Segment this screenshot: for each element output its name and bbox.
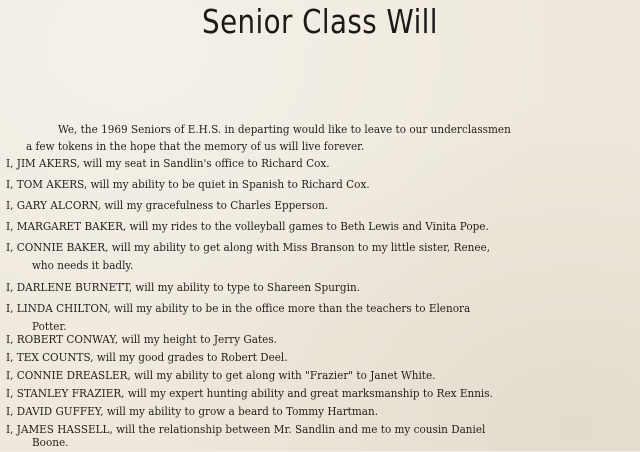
will-entry: I, JAMES HASSELL, will the relationship between Mr. Sandlin and me to my cousin Daniel	[6, 422, 486, 436]
will-entry-continuation: Potter.	[32, 319, 67, 333]
will-entry: I, LINDA CHILTON, will my ability to be in the office more than the teachers to Elenora	[6, 301, 471, 315]
will-entry: I, GARY ALCORN, will my gracefulness to Charles Epperson.	[6, 198, 329, 212]
will-entry: I, CONNIE DREASLER, will my ability to get along with "Frazier" to Janet White.	[6, 368, 436, 382]
will-entry: I, ROBERT CONWAY, will my height to Jerry Gates.	[6, 332, 278, 346]
will-entry: I, CONNIE BAKER, will my ability to get along with Miss Branson to my little sister, Renee,	[6, 240, 491, 254]
will-entry: I, DARLENE BURNETT, will my ability to type to Shareen Spurgin.	[6, 280, 360, 294]
will-entry: I, DAVID GUFFEY, will my ability to grow a beard to Tommy Hartman.	[6, 404, 379, 418]
will-entry: I, MARGARET BAKER, will my rides to the volleyball games to Beth Lewis and Vinita Pope.	[6, 219, 489, 233]
will-entry: I, TOM AKERS, will my ability to be quiet in Spanish to Richard Cox.	[6, 177, 370, 191]
will-entry-continuation: who needs it badly.	[32, 258, 134, 272]
intro-line: We, the 1969 Seniors of E.H.S. in departing would like to leave to our underclassmen	[58, 122, 511, 136]
will-entry: I, JIM AKERS, will my seat in Sandlin's office to Richard Cox.	[6, 156, 330, 170]
will-entry: I, STANLEY FRAZIER, will my expert hunting ability and great marksmanship to Rex Ennis.	[6, 386, 493, 400]
will-entry: I, TEX COUNTS, will my good grades to Robert Deel.	[6, 350, 288, 364]
intro-line: a few tokens in the hope that the memory of us will live forever.	[26, 139, 365, 153]
will-entry-continuation: Boone.	[32, 435, 69, 449]
page-title: Senior Class Will	[202, 2, 438, 41]
